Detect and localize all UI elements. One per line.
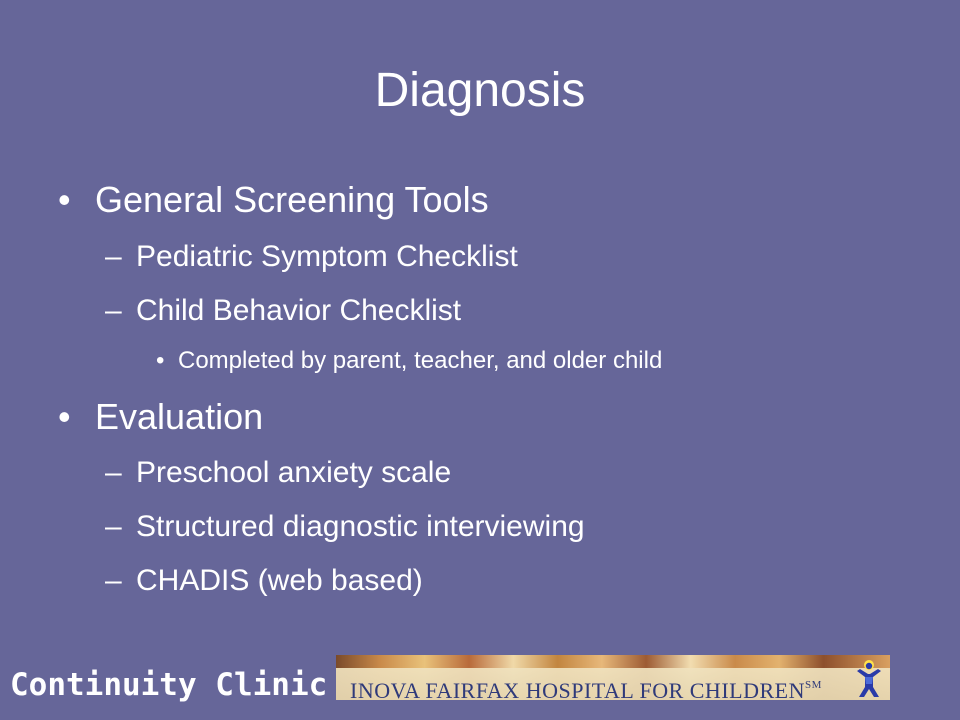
bullet-item: General Screening Tools bbox=[95, 179, 489, 220]
dash-mark: – bbox=[105, 294, 122, 327]
sub-bullet-item: Structured diagnostic interviewing bbox=[136, 510, 585, 543]
bullet-mark: • bbox=[156, 347, 165, 374]
slide-title: Diagnosis bbox=[374, 64, 586, 117]
banner-title: INOVA FAIRFAX HOSPITAL FOR CHILDREN bbox=[350, 678, 805, 700]
bullet-mark: • bbox=[58, 179, 71, 220]
sub-bullet-item: Child Behavior Checklist bbox=[136, 294, 462, 327]
sub-bullet-item: Preschool anxiety scale bbox=[136, 456, 452, 489]
sub-sub-bullet-item: Completed by parent, teacher, and older child bbox=[178, 347, 663, 374]
sub-bullet-item: Pediatric Symptom Checklist bbox=[136, 240, 518, 273]
dash-mark: – bbox=[105, 510, 122, 543]
footer-label: Continuity Clinic bbox=[10, 667, 328, 703]
dash-mark: – bbox=[105, 456, 122, 489]
bullet-item: Evaluation bbox=[95, 396, 264, 437]
dash-mark: – bbox=[105, 564, 122, 597]
service-mark: SM bbox=[804, 679, 822, 691]
hospital-banner bbox=[336, 655, 890, 700]
bullet-mark: • bbox=[58, 396, 71, 437]
dash-mark: – bbox=[105, 240, 122, 273]
sub-bullet-item: CHADIS (web based) bbox=[136, 564, 423, 597]
banner-text bbox=[350, 672, 822, 700]
child-mascot-icon bbox=[851, 657, 887, 699]
